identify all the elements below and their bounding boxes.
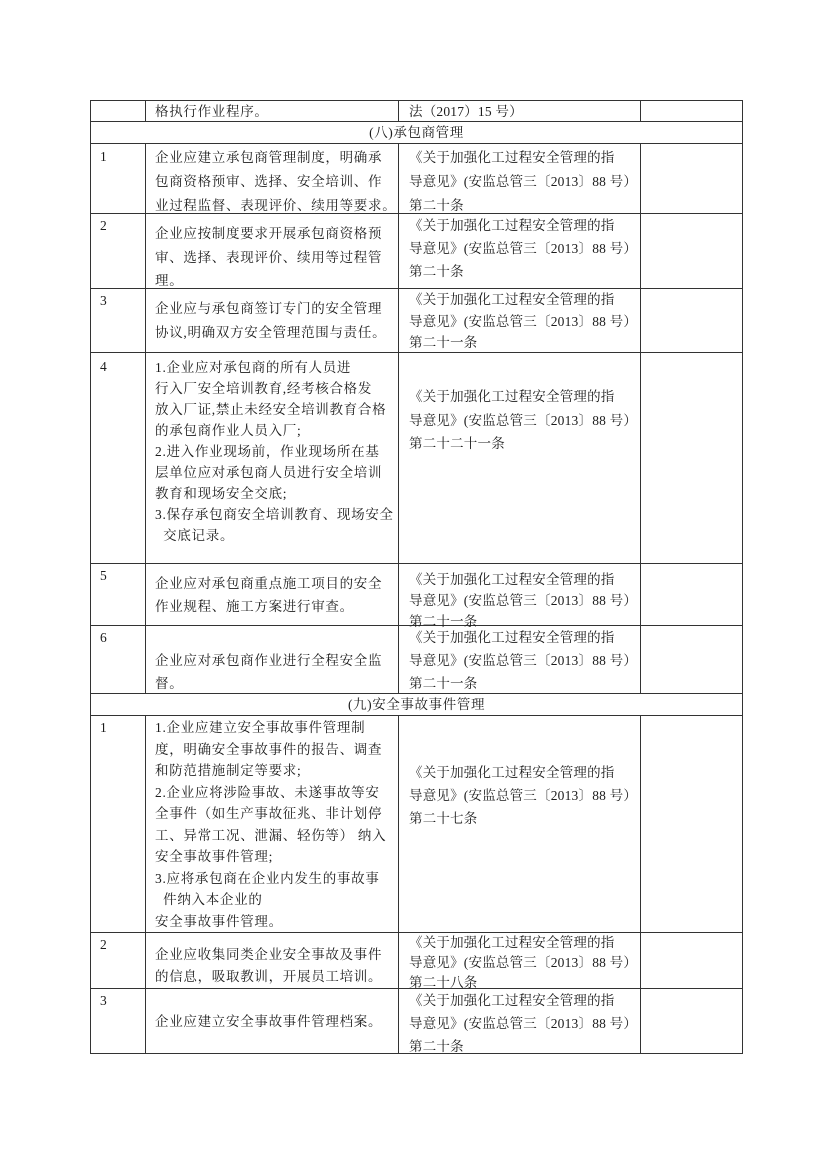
basis-line: 《关于加强化工过程安全管理的指 xyxy=(409,993,615,1008)
basis-line: 《关于加强化工过程安全管理的指 xyxy=(409,935,615,950)
requirement-line: 协议,明确双方安全管理范围与责任。 xyxy=(155,324,387,340)
requirement-cell xyxy=(146,101,399,121)
section-header: (八)承包商管理 xyxy=(91,122,743,143)
requirement-line: 行入厂安全培训教育,经考核合格发 xyxy=(155,381,373,396)
requirement-line: 业过程监督、表现评价、续用等要求。 xyxy=(155,198,397,213)
row-number-text: 5 xyxy=(100,568,107,583)
remark-cell xyxy=(641,716,743,932)
requirement-line: 件纳入本企业的 xyxy=(155,892,263,907)
basis-line: 导意见》(安监总管三〔2013〕88 号） xyxy=(409,241,638,256)
basis-line: 第二十二十一条 xyxy=(409,436,505,451)
table-row xyxy=(91,564,743,629)
table-row xyxy=(91,289,743,353)
remark-cell xyxy=(641,989,743,1053)
remark-cell xyxy=(641,626,743,693)
row-number-text: 2 xyxy=(100,218,107,233)
requirement-line: 审、选择、表现评价、续用等过程管 xyxy=(155,249,383,265)
basis-line: 第二十八条 xyxy=(409,975,478,990)
row-number xyxy=(91,989,146,1053)
basis-cell xyxy=(399,144,641,213)
requirement-line: 全事件（如生产事故征兆、非计划停 xyxy=(155,806,383,821)
requirement-cell xyxy=(146,214,399,288)
section-header-row xyxy=(91,694,743,716)
row-number xyxy=(91,564,146,625)
requirement-line: 1.企业应建立安全事故事件管理制 xyxy=(155,720,366,735)
basis-line: 《关于加强化工过程安全管理的指 xyxy=(409,292,615,307)
basis-line: 法（2017）15 号） xyxy=(409,104,523,119)
requirement-line: 企业应按制度要求开展承包商资格预 xyxy=(155,226,383,241)
basis-cell xyxy=(399,353,641,563)
basis-line: 第二十一条 xyxy=(409,614,478,629)
requirement-line: 企业应建立承包商管理制度，明确承 xyxy=(155,150,383,165)
basis-line: 导意见》(安监总管三〔2013〕88 号） xyxy=(409,653,638,668)
basis-line: 第二十一条 xyxy=(409,335,478,350)
basis-line: 导意见》(安监总管三〔2013〕88 号） xyxy=(409,174,638,189)
requirement-line: 放入厂证,禁止未经安全培训教育合格 xyxy=(155,402,387,417)
table-row xyxy=(91,716,743,933)
requirement-cell xyxy=(146,564,399,625)
basis-line: 《关于加强化工过程安全管理的指 xyxy=(409,630,615,645)
requirement-line: 2.企业应将涉险事故、未遂事故等安 xyxy=(155,784,380,800)
row-number-text: 3 xyxy=(100,293,107,308)
requirement-cell xyxy=(146,989,399,1053)
row-number xyxy=(91,353,146,563)
remark-cell xyxy=(641,353,743,563)
requirement-line: 1.企业应对承包商的所有人员进 xyxy=(155,360,352,375)
basis-cell xyxy=(399,933,641,988)
basis-cell xyxy=(399,101,641,121)
requirement-line: 企业应建立安全事故事件管理档案。 xyxy=(155,1014,383,1029)
basis-cell xyxy=(399,626,641,693)
basis-line: 第二十条 xyxy=(409,198,464,213)
table-row xyxy=(91,144,743,214)
table-row xyxy=(91,989,743,1054)
row-number-text: 1 xyxy=(100,720,107,735)
remark-cell xyxy=(641,933,743,988)
section-header: (九)安全事故事件管理 xyxy=(91,694,743,715)
table-row xyxy=(91,353,743,564)
basis-line: 第二十一条 xyxy=(409,676,478,691)
basis-line: 第二十条 xyxy=(409,1039,464,1054)
requirement-cell xyxy=(146,353,399,563)
row-number xyxy=(91,716,146,932)
basis-line: 第二十条 xyxy=(409,264,464,279)
row-number xyxy=(91,626,146,693)
basis-cell xyxy=(399,989,641,1053)
basis-line: 《关于加强化工过程安全管理的指 xyxy=(409,218,615,233)
requirement-cell xyxy=(146,144,399,213)
basis-line: 导意见》(安监总管三〔2013〕88 号） xyxy=(409,313,638,329)
requirement-line: 企业应收集同类企业安全事故及事件 xyxy=(155,947,383,962)
basis-line: 导意见》(安监总管三〔2013〕88 号） xyxy=(409,1016,638,1031)
remark-cell xyxy=(641,101,743,121)
requirement-cell xyxy=(146,289,399,352)
basis-line: 《关于加强化工过程安全管理的指 xyxy=(409,150,615,165)
table-row xyxy=(91,101,743,122)
row-number xyxy=(91,933,146,988)
requirement-line: 督。 xyxy=(155,676,184,691)
row-number xyxy=(91,289,146,352)
row-number-text: 2 xyxy=(100,937,107,952)
row-number-text: 4 xyxy=(100,359,107,374)
basis-cell xyxy=(399,716,641,932)
requirement-line: 3.保存承包商安全培训教育、现场安全 xyxy=(155,507,394,522)
table-row xyxy=(91,933,743,989)
basis-line: 导意见》(安监总管三〔2013〕88 号） xyxy=(409,412,638,428)
requirement-line: 企业应对承包商重点施工项目的安全 xyxy=(155,576,383,591)
requirement-cell xyxy=(146,933,399,988)
requirement-line: 层单位应对承包商人员进行安全培训 xyxy=(155,465,383,480)
requirement-cell xyxy=(146,716,399,932)
basis-line: 《关于加强化工过程安全管理的指 xyxy=(409,765,615,780)
requirement-line: 的信息，吸取教训，开展员工培训。 xyxy=(155,969,383,984)
basis-line: 《关于加强化工过程安全管理的指 xyxy=(409,572,615,587)
requirement-cell xyxy=(146,626,399,693)
row-number xyxy=(91,214,146,288)
requirement-line: 的承包商作业人员入厂; xyxy=(155,423,302,438)
requirement-line: 安全事故事件管理。 xyxy=(155,913,283,929)
requirement-line: 格执行作业程序。 xyxy=(155,104,269,119)
row-number-text: 3 xyxy=(100,993,107,1008)
basis-line: 导意见》(安监总管三〔2013〕88 号） xyxy=(409,955,638,970)
basis-line: 导意见》(安监总管三〔2013〕88 号） xyxy=(409,593,638,608)
table-row xyxy=(91,626,743,694)
basis-line: 导意见》(安监总管三〔2013〕88 号） xyxy=(409,788,638,803)
row-number-text: 6 xyxy=(100,630,107,645)
basis-cell xyxy=(399,214,641,288)
remark-cell xyxy=(641,289,743,352)
requirement-line: 3.应将承包商在企业内发生的事故事 xyxy=(155,870,380,886)
row-number-text: 1 xyxy=(100,149,107,164)
requirement-line: 2.进入作业现场前，作业现场所在基 xyxy=(155,444,380,459)
basis-cell xyxy=(399,564,641,629)
table-row xyxy=(91,214,743,289)
basis-line: 《关于加强化工过程安全管理的指 xyxy=(409,389,615,404)
requirement-line: 理。 xyxy=(155,273,184,288)
requirement-line: 企业应与承包商签订专门的安全管理 xyxy=(155,301,383,316)
requirement-line: 教育和现场安全交底; xyxy=(155,486,288,501)
row-number xyxy=(91,144,146,213)
remark-cell xyxy=(641,214,743,288)
requirement-line: 工、异常工况、泄漏、轻伤等） 纳入 xyxy=(155,827,387,843)
requirement-line: 企业应对承包商作业进行全程安全监 xyxy=(155,653,383,668)
requirement-line: 和防范措施制定等要求; xyxy=(155,763,302,778)
remark-cell xyxy=(641,564,743,625)
basis-cell xyxy=(399,289,641,352)
section-header-row xyxy=(91,122,743,144)
requirement-line: 作业规程、施工方案进行审查。 xyxy=(155,599,354,614)
requirement-line: 度，明确安全事故事件的报告、调查 xyxy=(155,741,383,757)
remark-cell xyxy=(641,144,743,213)
row-number xyxy=(91,101,146,121)
requirement-line: 包商资格预审、选择、安全培训、作 xyxy=(155,174,383,189)
requirement-line: 安全事故事件管理; xyxy=(155,849,274,864)
requirements-table xyxy=(90,100,743,1054)
requirement-line: 交底记录。 xyxy=(155,528,235,543)
basis-line: 第二十七条 xyxy=(409,811,478,826)
